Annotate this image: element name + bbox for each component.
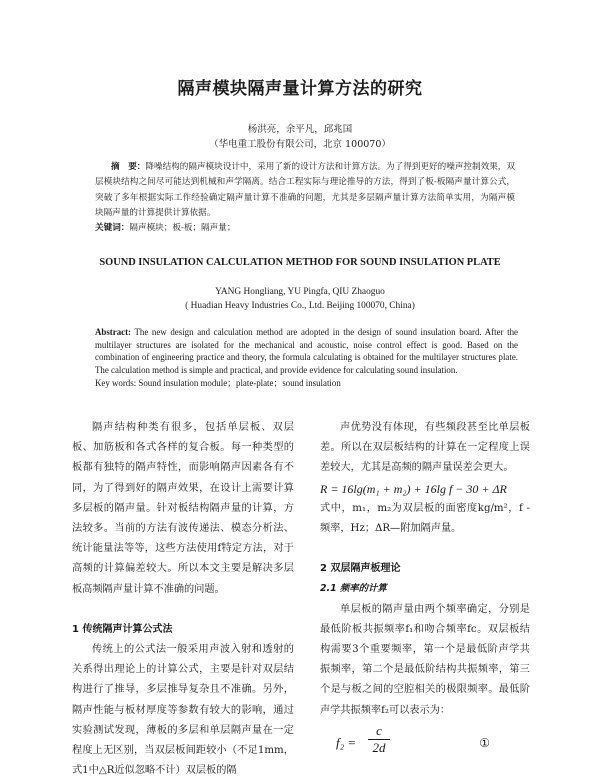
affiliation-english: ( Huadian Heavy Industries Co., Ltd. Beijing 100070, China) [185,301,415,311]
body-column-left [72,418,294,781]
body-column-right [320,418,530,759]
frequency-paragraph: 单层板的隔声量由两个频率确定，分别是最低阶板共振频率f₁和吻合频率fc。双层板结构需要3个重要频率，第一个是最低阶声学共振频率，第二个是最低阶结构共振频率，第三个是与板之间的空腔相关的极限频率。最低阶声学共振频率f₂可以表示为： [320,603,530,716]
formula-2-denominator: 2d [372,739,386,755]
continuation-paragraph: 声优势没有体现，有些频段甚至比单层板差。所以在双层板结构的计算在一定程度上误差较大，尤其是高频的隔声量误差会更大。 [320,422,530,474]
abstract-label-cn: 摘 要： [111,162,146,172]
keywords-text-en: Sound insulation module；plate-plate；sound insulation [138,377,341,388]
keywords-text-cn: 隔声模块；板-板；隔声量； [129,223,236,233]
authors-english: YANG Hongliang, YU Pingfa, QIU Zhaoguo [215,287,385,297]
keywords-label-cn: 关键词： [95,223,130,233]
formula-2-lhs: f₂ = [336,734,357,750]
section-heading-1: 1 传统隔声计算公式法 [72,623,173,635]
section-heading-2: 2 双层隔声板理论 [320,563,401,575]
keywords-chinese [95,221,515,233]
formula-2-index: ① [479,735,490,750]
abstract-text-en: The new design and calculation method are adopted in the design of sound insulation board. After the multilayer structures are isolated for the mechanical and acoustic, noise control effect is good. Based on the combination of engineering practice and theory, the formula calculating is obtained for the multilayer structures plate. The calculation method is simple and practical, and provide evidence for calculating sound insulation. [95,327,518,376]
paper-title-english: SOUND INSULATION CALCULATION METHOD FOR SOUND INSULATION PLATE [99,257,501,268]
formula-2-fraction [368,723,390,756]
traditional-method-paragraph: 传统上的公式法一般采用声波入射和透射的关系得出理论上的计算公式，主要是针对双层结构进行了推导，多层推导复杂且不准确。另外，隔声性能与板材厚度等参数有较大的影响，通过实验测试发现，薄板的多层和单层隔声量在一定程度上无区别，当双层板间距较小（不足1mm，式1中△R近似忽略不计）双层板的隔 [72,644,294,777]
formula-1: R = 16lg(m₁ + m₂) + 16lg f − 30 + ΔR [320,481,507,496]
abstract-text-cn: 降噪结构的隔声模块设计中，采用了新的设计方法和计算方法。为了得到更好的噪声控制效果，双层模块结构之间尽可能达到机械和声学隔离。结合工程实际与理论推导的方法，得到了板-板隔声量计算公式，突破了多年根据实际工作经验确定隔声量计算不准确的问题，尤其是多层隔声量计算方法简单实用，为隔声模块隔声量的计算提供计算依据。 [95,162,515,218]
affiliation-chinese: （华电重工股份有限公司，北京 100070） [209,139,391,150]
abstract-english [95,326,518,390]
authors-chinese: 杨洪亮，余平凡，邱兆国 [247,124,353,135]
subsection-heading-2-1: 2.1 频率的计算 [320,583,387,595]
paper-title: 隔声模块隔声量计算方法的研究 [177,79,423,99]
formula-1-explanation: 式中，m₁，m₂为双层板的面密度kg/m²，f -频率，Hz；ΔR—附加隔声量。 [320,502,530,535]
formula-2-numerator: c [376,722,382,738]
abstract-label-en: Abstract: [95,327,131,337]
formula-2 [320,723,530,759]
intro-paragraph: 隔声结构种类有很多，包括单层板、双层板、加筋板和各式各样的复合板。每一种类型的板都有独特的隔声特性，而影响隔声因素各有不同，为了得到好的隔声效果，在设计上需要计算多层板的隔声量。针对板结构隔声量的计算，方法较多。当前的方法有波传递法、模态分析法、统计能量法等等，这些方法使用f特定方法，对于高频的计算偏差较大。所以本文主要是解决多层板高频隔声量计算不准确的问题。 [72,422,294,595]
keywords-label-en: Key words: [95,377,137,388]
abstract-chinese [95,160,515,221]
